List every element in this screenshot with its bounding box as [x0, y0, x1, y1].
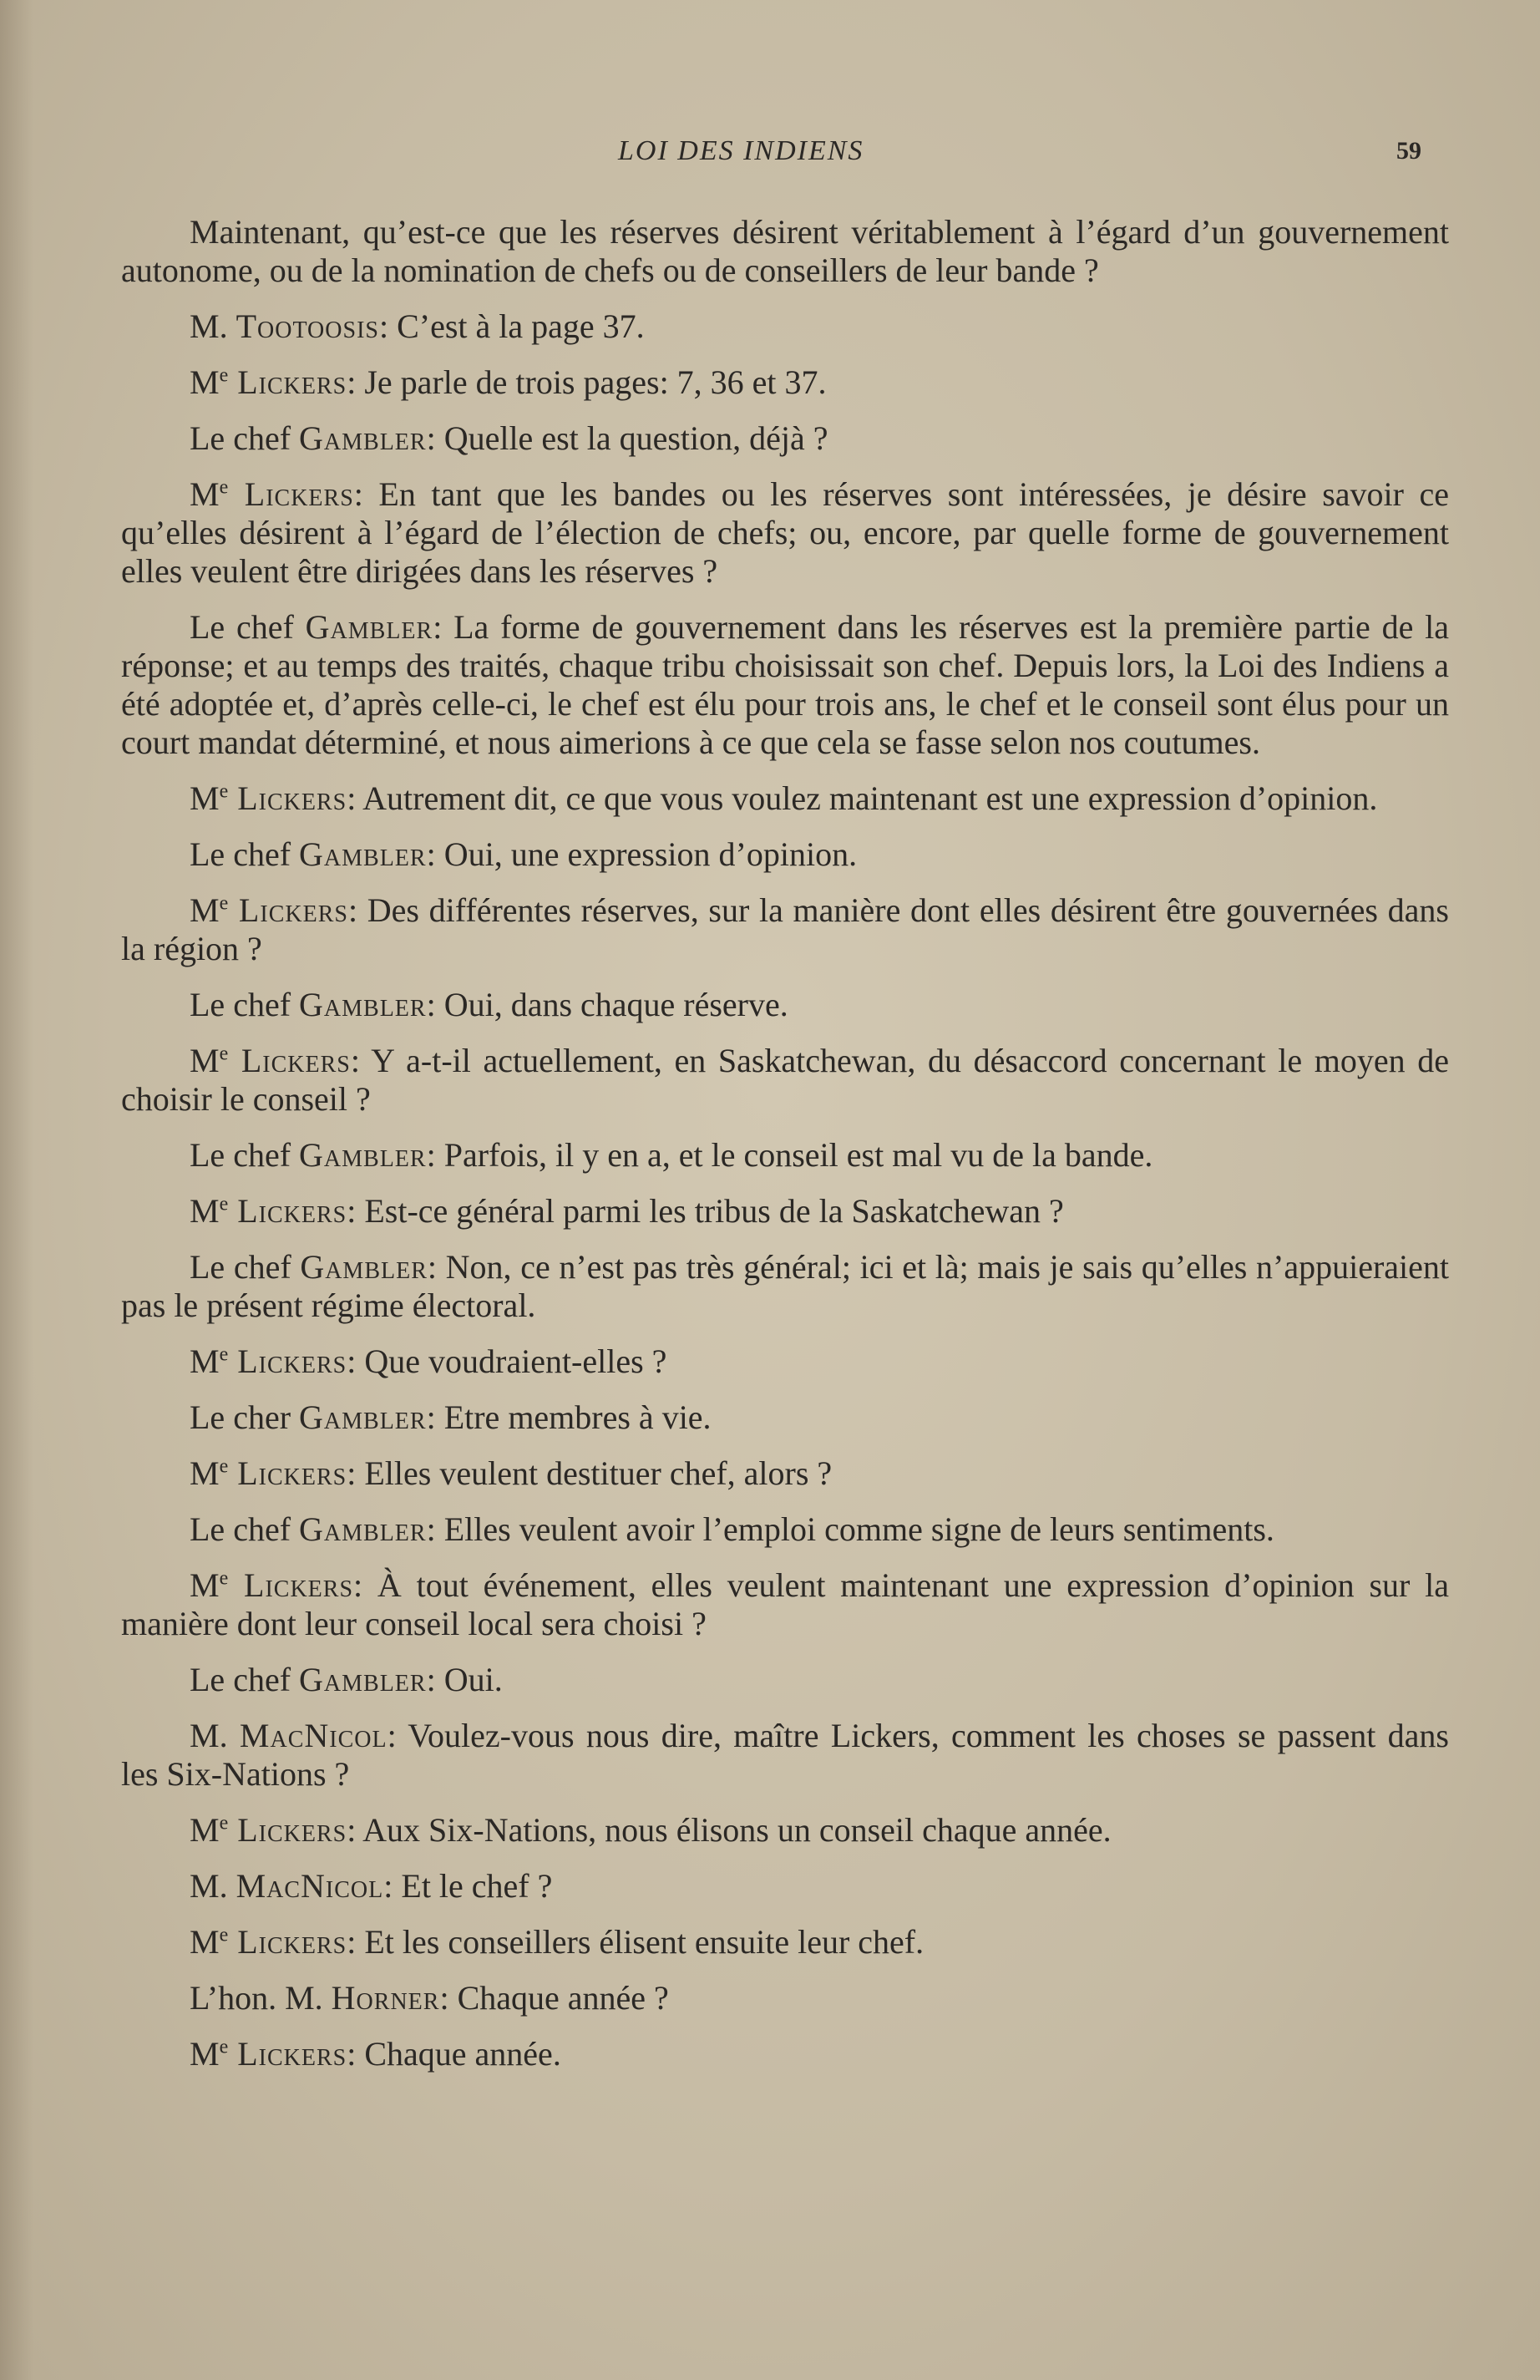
paragraph: Me Lickers: Chaque année. [190, 2035, 561, 2073]
paragraph: Le cher Gambler: Etre membres à vie. [190, 1398, 712, 1436]
speaker-name: Lickers [228, 1566, 354, 1604]
speaker-name: Lickers [228, 363, 347, 401]
paragraph: Me Lickers: Y a-t-il actuellement, en Saskatchewan, du désaccord concernant le moyen de choisir le conseil ? [121, 1042, 1449, 1118]
paragraph: Le chef Gambler: Quelle est la question, déjà ? [190, 419, 828, 457]
speaker-name: Gambler [305, 608, 433, 646]
paragraph: M. Tootoosis: C’est à la page 37. [190, 307, 645, 345]
speaker-name: Lickers [228, 1811, 347, 1849]
speaker-name: Gambler [300, 1248, 428, 1286]
speaker-name: Gambler [299, 835, 427, 873]
paragraph: M. MacNicol: Voulez-vous nous dire, maître Lickers, comment les choses se passent dans les Six-Nations ? [121, 1717, 1449, 1793]
speaker-name: Horner [331, 1979, 440, 2017]
speaker-name: Lickers [228, 1454, 347, 1492]
paragraph: Me Lickers: Que voudraient-elles ? [190, 1342, 667, 1380]
page-edge-shadow [0, 0, 33, 2380]
speaker-name: Lickers [228, 1342, 347, 1380]
paragraph: Me Lickers: À tout événement, elles veulent maintenant une expression d’opinion sur la manière dont leur conseil local sera choisi ? [121, 1566, 1449, 1642]
body-text [121, 213, 1449, 2091]
paragraph: Le chef Gambler: Oui, une expression d’opinion. [190, 835, 858, 873]
speaker-name: Tootoosis [236, 307, 379, 345]
paragraph: Me Lickers: En tant que les bandes ou les réserves sont intéressées, je désire savoir ce qu’elles désirent à l’égard de l’élection de chefs; ou, encore, par quelle forme de gouvernement elles veulent être dirigées dans les réserves ? [121, 475, 1449, 590]
speaker-name: Lickers [228, 1192, 347, 1230]
speaker-name: Lickers [228, 475, 354, 513]
paragraph: M. MacNicol: Et le chef ? [190, 1867, 553, 1905]
speaker-name: Gambler [299, 1510, 427, 1548]
speaker-name: Lickers [228, 2035, 347, 2073]
speaker-name: MacNicol [236, 1867, 384, 1905]
paragraph: L’hon. M. Horner: Chaque année ? [190, 1979, 669, 2017]
page-header [0, 135, 1540, 177]
paragraph: Me Lickers: Je parle de trois pages: 7, 36 et 37. [190, 363, 827, 401]
speaker-name: MacNicol [239, 1717, 388, 1754]
paragraph: Le chef Gambler: La forme de gouvernement dans les réserves est la première partie de la réponse; et au temps des traités, chaque tribu choisissait son chef. Depuis lors, la Loi des Indiens a été adoptée et, d’après celle-ci, le chef est élu pour trois ans, le chef et le conseil sont élus pour un court mandat déterminé, et nous aimerions à ce que cela se fasse selon nos coutumes. [121, 608, 1450, 761]
page-number: 59 [1396, 137, 1421, 165]
paragraph: Le chef Gambler: Non, ce n’est pas très général; ici et là; mais je sais qu’elles n’appuieraient pas le présent régime électoral. [121, 1248, 1449, 1324]
paragraph: Me Lickers: Autrement dit, ce que vous voulez maintenant est une expression d’opinion. [190, 779, 1378, 817]
speaker-name: Gambler [299, 1136, 427, 1174]
speaker-name: Gambler [299, 1661, 427, 1698]
running-title: LOI DES INDIENS [618, 135, 864, 166]
speaker-name: Lickers [228, 891, 348, 929]
speaker-name: Gambler [299, 986, 427, 1023]
paragraph: Maintenant, qu’est-ce que les réserves désirent véritablement à l’égard d’un gouvernement autonome, ou de la nomination de chefs ou de conseillers de leur bande ? [121, 213, 1449, 289]
paragraph: Me Lickers: Elles veulent destituer chef, alors ? [190, 1454, 833, 1492]
paragraph: Le chef Gambler: Oui. [190, 1661, 503, 1698]
speaker-name: Lickers [228, 1923, 347, 1961]
paragraph: Me Lickers: Des différentes réserves, sur la manière dont elles désirent être gouvernées dans la région ? [121, 891, 1450, 967]
paragraph: Me Lickers: Aux Six-Nations, nous élisons un conseil chaque année. [190, 1811, 1112, 1849]
speaker-name: Lickers [228, 779, 347, 817]
speaker-name: Gambler [299, 1398, 427, 1436]
speaker-name: Gambler [299, 419, 427, 457]
speaker-name: Lickers [228, 1042, 351, 1079]
paragraph: Le chef Gambler: Parfois, il y en a, et le conseil est mal vu de la bande. [190, 1136, 1153, 1174]
paragraph: Le chef Gambler: Elles veulent avoir l’emploi comme signe de leurs sentiments. [190, 1510, 1274, 1548]
paragraph: Le chef Gambler: Oui, dans chaque réserve. [190, 986, 788, 1023]
paragraph: Me Lickers: Et les conseillers élisent ensuite leur chef. [190, 1923, 925, 1961]
paragraph: Me Lickers: Est-ce général parmi les tribus de la Saskatchewan ? [190, 1192, 1064, 1230]
